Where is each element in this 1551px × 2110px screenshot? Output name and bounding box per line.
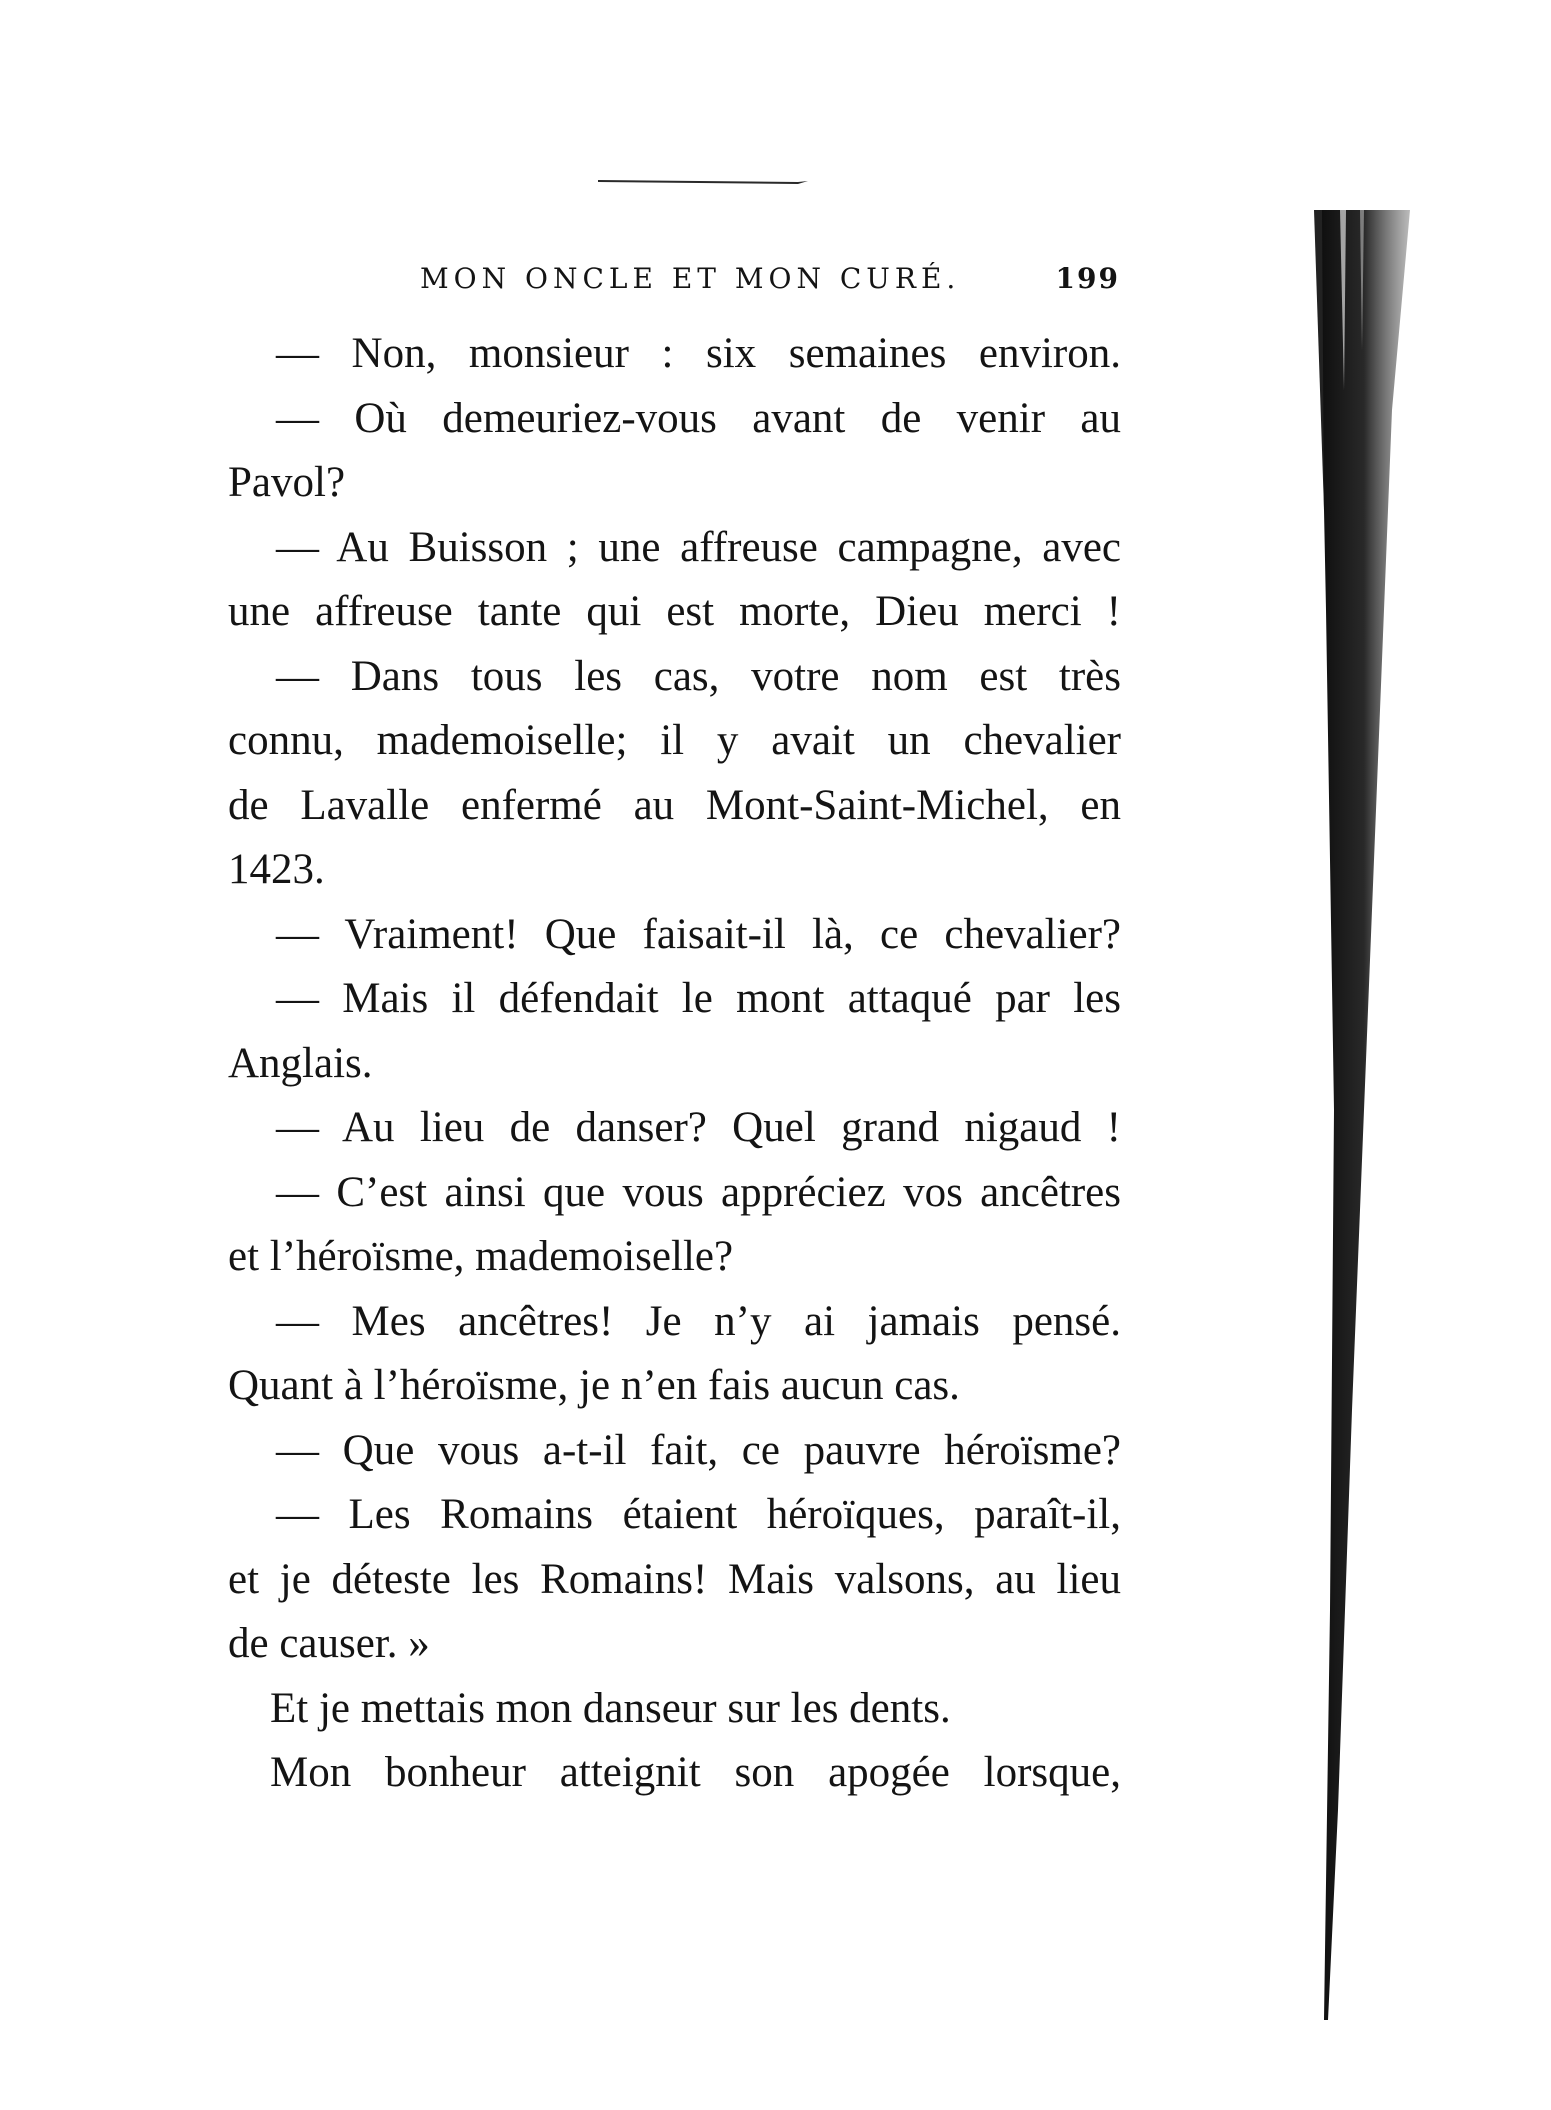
text-line: de causer. » (228, 1620, 430, 1667)
text-line: — Que vous a-t-il fait, ce pauvre héroïsme? (276, 1426, 1121, 1474)
text-line: — Mais il défendait le mont attaqué par les (276, 975, 1121, 1022)
body-text (228, 322, 1121, 1806)
text-line: — Mes ancêtres! Je n’y ai jamais pensé. (276, 1297, 1121, 1345)
text-line: — C’est ainsi que vous appréciez vos ancêtres (276, 1168, 1121, 1216)
text-line: et je déteste les Romains! Mais valsons, au lieu (228, 1555, 1121, 1603)
text-line: Quant à l’héroïsme, je n’en fais aucun cas. (228, 1362, 960, 1409)
text-line: Mon bonheur atteignit son apogée lorsque, (270, 1749, 1121, 1796)
text-line: — Dans tous les cas, votre nom est très (276, 652, 1121, 700)
text-line: de Lavalle enfermé au Mont-Saint-Michel, en (228, 781, 1121, 829)
text-line: — Au Buisson ; une affreuse campagne, avec (276, 523, 1121, 571)
top-rule-ornament (598, 178, 808, 184)
text-line: — Les Romains étaient héroïques, paraît-il, (276, 1491, 1121, 1538)
text-line: Anglais. (228, 1039, 373, 1087)
text-line: et l’héroïsme, mademoiselle? (228, 1233, 734, 1280)
book-spine-shadow (1300, 210, 1420, 2020)
text-line: Pavol? (228, 459, 346, 506)
text-line: une affreuse tante qui est morte, Dieu merci ! (228, 588, 1121, 635)
text-line: — Non, monsieur : six semaines environ. (276, 330, 1121, 377)
page-number: 199 (1055, 262, 1120, 295)
text-line: Et je mettais mon danseur sur les dents. (270, 1684, 951, 1732)
text-line: — Vraiment! Que faisait-il là, ce chevalier? (276, 910, 1121, 958)
text-line: — Au lieu de danser? Quel grand nigaud ! (276, 1104, 1121, 1151)
text-line: 1423. (228, 846, 325, 893)
running-title: MON ONCLE ET MON CURÉ. (420, 262, 961, 295)
text-line: connu, mademoiselle; il y avait un chevalier (228, 717, 1121, 764)
running-header (420, 262, 1120, 306)
text-line: — Où demeuriez-vous avant de venir au (276, 394, 1121, 442)
